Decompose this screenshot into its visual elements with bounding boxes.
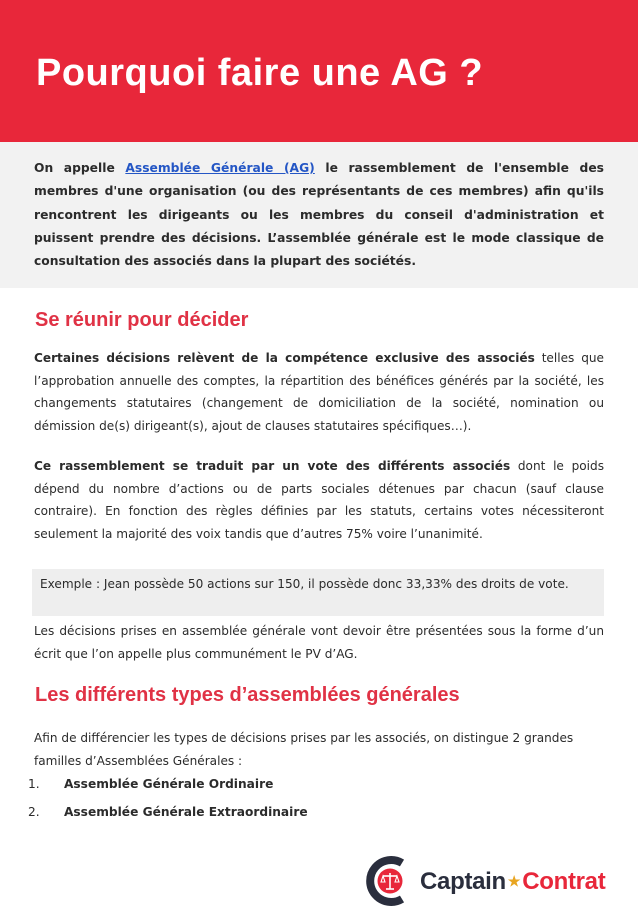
paragraph-vote [34,455,604,545]
logo-word-captain: Captain [420,868,506,895]
logo-wordmark [420,868,605,896]
paragraph-decisions [34,347,604,437]
example-box: Exemple : Jean possède 50 actions sur 150, il possède donc 33,33% des droits de vote. [32,569,604,616]
star-icon: ★ [507,873,521,889]
intro-box [0,142,638,288]
paragraph-types-intro: Afin de différencier les types de décisions prises par les associés, on distingue 2 grandes familles d’Assemblées Générales : [34,731,574,768]
logo-word-contrat: Contrat [522,868,606,895]
intro-paragraph [34,157,604,273]
list-label: Assemblée Générale Ordinaire [64,777,274,791]
list-item [28,777,273,791]
section-heading-types: Les différents types d’assemblées générales [35,684,460,706]
scales-logo-icon [362,854,414,908]
intro-text-start: On appelle [34,161,126,175]
intro-text-end: le rassemblement de l'ensemble des membres d'une organisation (ou des représentants de ces membres) afin qu'ils rencontrent les dirigeants ou les membres du conseil d'administration et puissent prendre des décisions. L’assemblée générale est le mode classique de consultation des associés dans la plupart des sociétés. [34,161,604,269]
list-item [28,805,308,819]
assemblee-generale-link[interactable]: Assemblée Générale (AG) [125,161,315,175]
list-number: 2. [28,805,40,819]
paragraph-vote-bold: Ce rassemblement se traduit par un vote des différents associés [34,459,511,473]
page-title: Pourquoi faire une AG ? [36,52,484,94]
paragraph-pv: Les décisions prises en assemblée générale vont devoir être présentées sous la forme d’un écrit que l’on appelle plus communément le PV d’AG. [34,624,604,661]
paragraph-vote-rest: dont le poids dépend du nombre d’actions ou de parts sociales détenues par chacun (sauf clause contraire). En fonction des règles définies par les statuts, certains votes nécessiteront seulement la majorité des voix tandis que d’autres 75% voire l’unanimité. [34,459,604,541]
paragraph-decisions-rest: telles que l’approbation annuelle des comptes, la répartition des bénéfices générés par la société, les changements statutaires (changement de domiciliation de la société, nomination ou démission de(s) dirigeant(s), ajout de clauses statutaires spécifiques…). [34,351,604,433]
list-number: 1. [28,777,40,791]
section-heading-se-reunir: Se réunir pour décider [35,309,249,331]
header-banner [0,0,638,142]
captain-contrat-logo [362,854,618,908]
paragraph-decisions-bold: Certaines décisions relèvent de la compétence exclusive des associés [34,351,535,365]
list-label: Assemblée Générale Extraordinaire [64,805,308,819]
